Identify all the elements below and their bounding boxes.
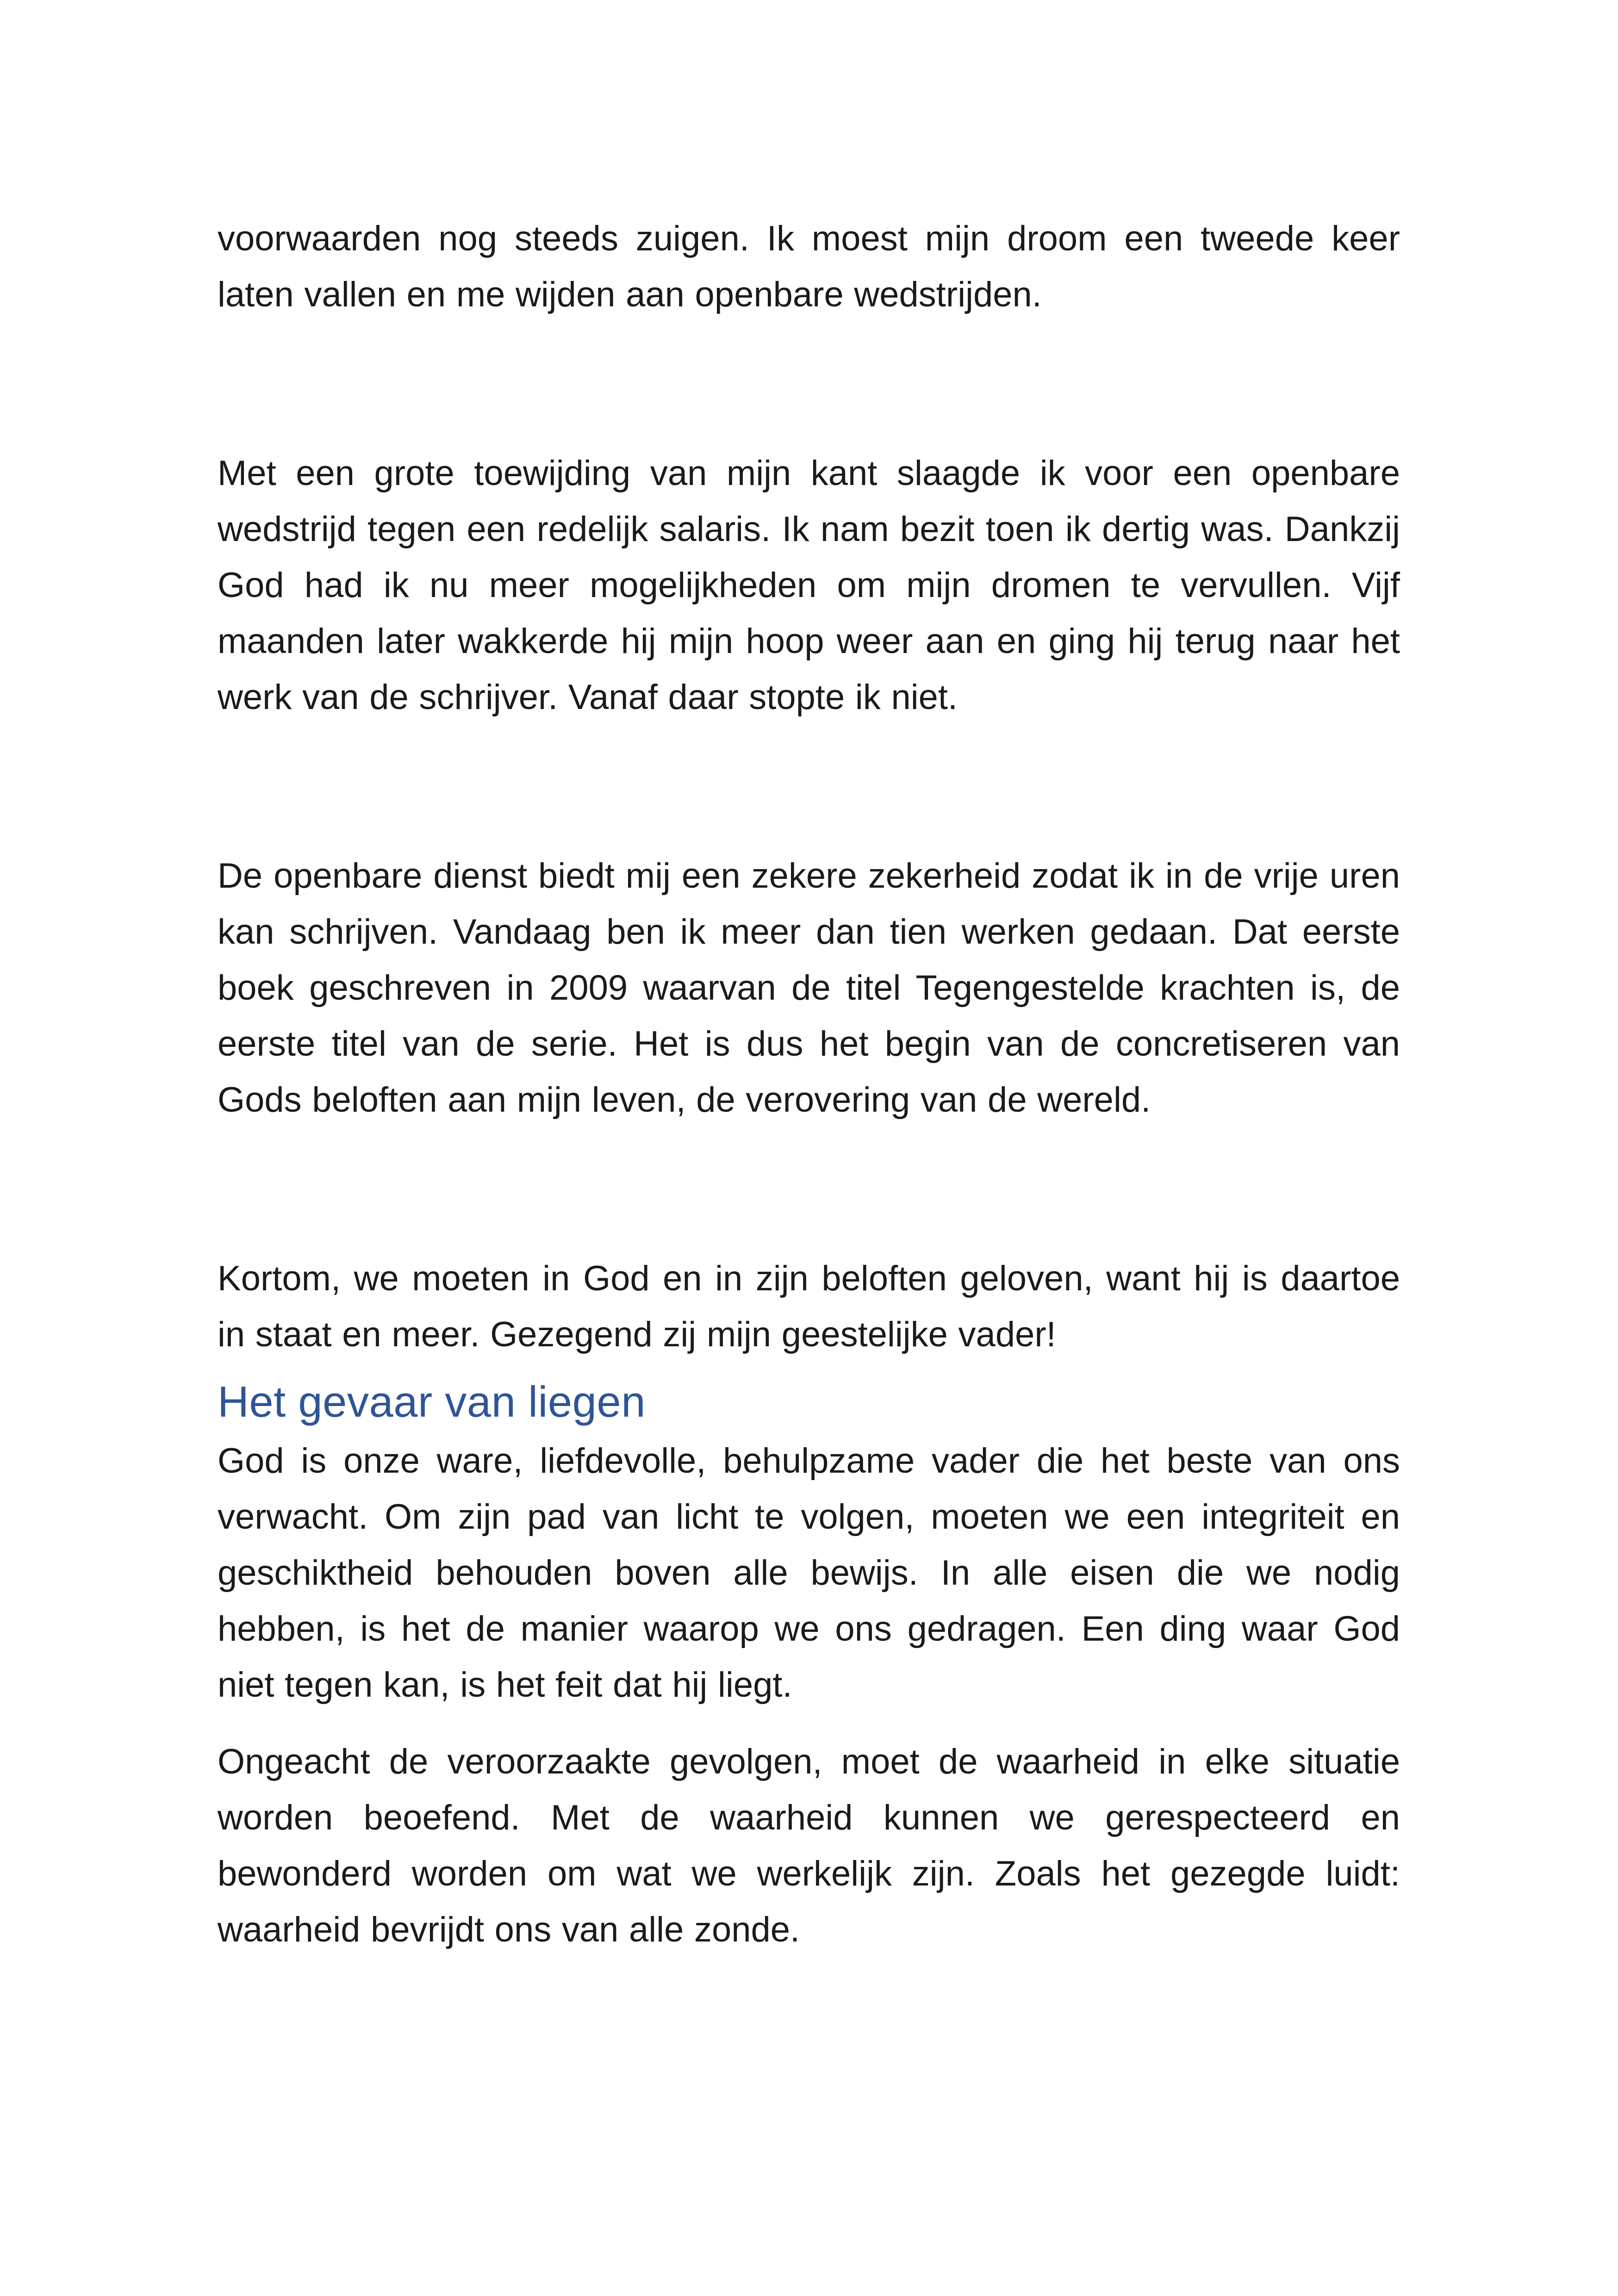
body-paragraph: Kortom, we moeten in God en in zijn beloften geloven, want hij is daartoe in staat en meer. Gezegend zij mijn geestelijke vader! (218, 1259, 1400, 1354)
body-paragraph: voorwaarden nog steeds zuigen. Ik moest mijn droom een tweede keer laten vallen en me wijden aan openbare wedstrijden. (218, 219, 1400, 314)
body-paragraph: Met een grote toewijding van mijn kant slaagde ik voor een openbare wedstrijd tegen een redelijk salaris. Ik nam bezit toen ik dertig was. Dankzij God had ik nu meer mogelijkheden om mijn dromen te vervullen. Vijf maanden later wakkerde hij mijn hoop weer aan en ging hij terug naar het werk van de schrijver. Vanaf daar stopte ik niet. (218, 454, 1400, 717)
body-paragraph: Ongeacht de veroorzaakte gevolgen, moet de waarheid in elke situatie worden beoefend. Met de waarheid kunnen we gerespecteerd en bewonderd worden om wat we werkelijk zijn. Zoals het gezegde luidt: waarheid bevrijdt ons van alle zonde. (218, 1742, 1400, 1949)
body-paragraph: God is onze ware, liefdevolle, behulpzame vader die het beste van ons verwacht. Om zijn pad van licht te volgen, moeten we een integriteit en geschiktheid behouden boven alle bewijs. In alle eisen die we nodig hebben, is het de manier waarop we ons gedragen. Een ding waar God niet tegen kan, is het feit dat hij liegt. (218, 1441, 1400, 1705)
section-heading: Het gevaar van liegen (218, 1377, 646, 1426)
body-paragraph: De openbare dienst biedt mij een zekere zekerheid zodat ik in de vrije uren kan schrijven. Vandaag ben ik meer dan tien werken gedaan. Dat eerste boek geschreven in 2009 waarvan de titel Tegengestelde krachten is, de eerste titel van de serie. Het is dus het begin van de concretiseren van Gods beloften aan mijn leven, de verovering van de wereld. (218, 856, 1400, 1120)
page-content (218, 211, 1400, 1958)
